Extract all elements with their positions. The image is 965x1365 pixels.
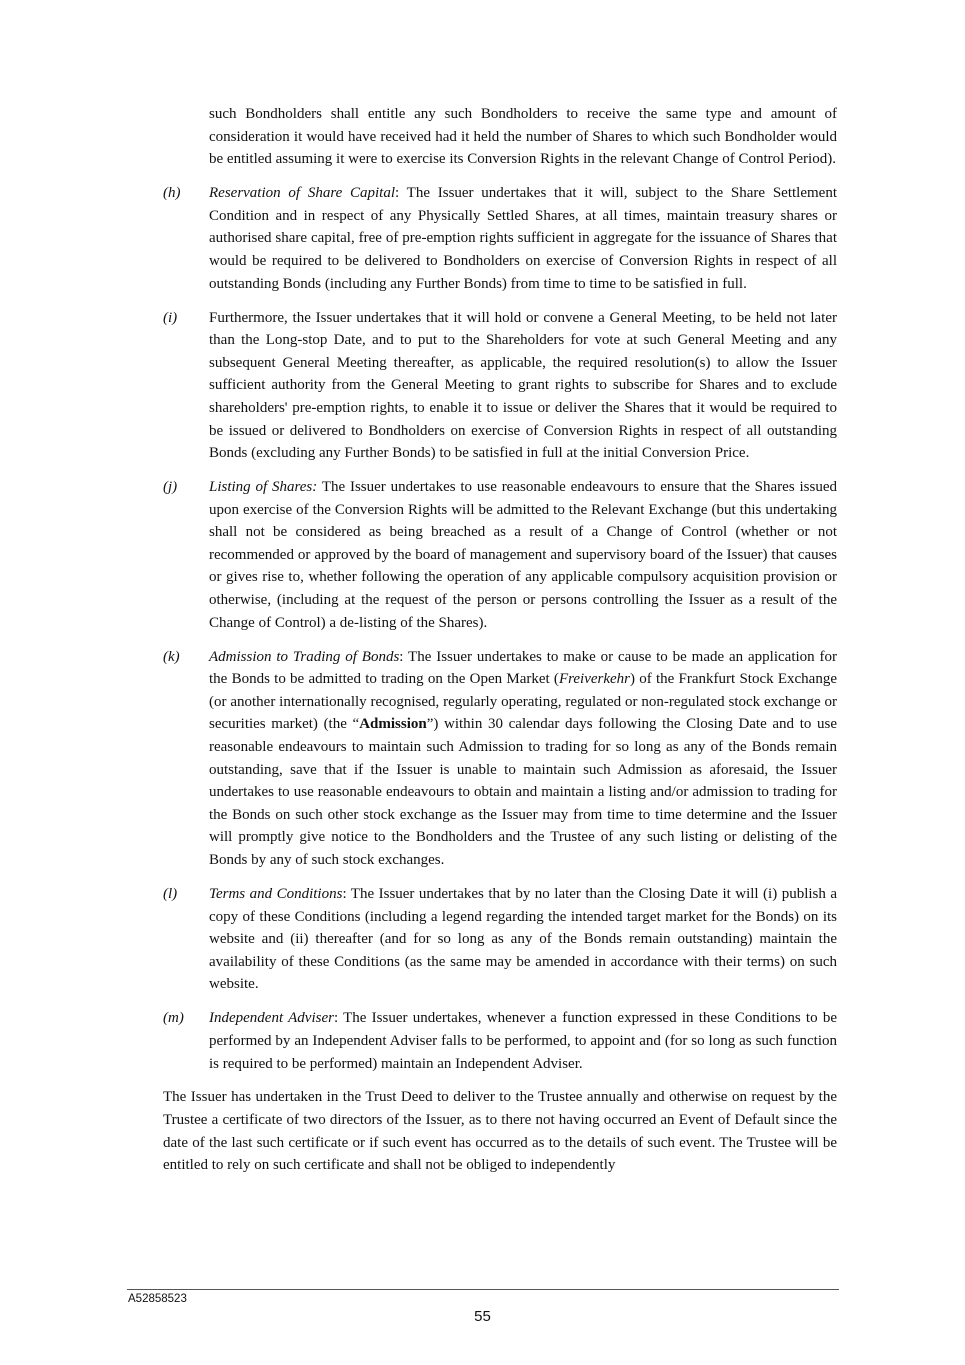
document-reference: A52858523: [128, 1293, 187, 1305]
clause-label: (j): [163, 479, 178, 496]
clause-text: ) of the Frankfurt Stock Exchange (or another internationally recognised, regularly operating, regulated or non-regulated stock exchange or securities market) (the “: [209, 671, 837, 733]
clause-label: (h): [163, 185, 181, 202]
clause-title: Terms and Conditions: [209, 885, 343, 902]
clause-text: ”) within 30 calendar days following the Closing Date and to use reasonable endeavours to maintain such Admission to trading for so long as any of the Bonds remain outstanding, save that if the Issuer is unable to maintain such Admission as aforesaid, the Issuer undertakes to use reasonable endeavours to obtain and maintain a listing and/or admission to trading for the Bonds on such other stock exchange as the Issuer may from time to time determine and the Issuer will promptly give notice to the Bondholders and the Trustee of any such listing or delisting of the Bonds by any of such stock exchanges.: [209, 716, 837, 868]
clause-text: The Issuer undertakes to use reasonable endeavours to ensure that the Shares issued upon exercise of the Conversion Rights will be admitted to the Relevant Exchange (but this undertaking shall not be considered as being breached as a result of a Change of Control (whether or not recommended or approved by the board of management and supervisory board of the Issuer) that causes or gives rise to, whether following the operation of any applicable compulsory acquisition provision or otherwise, (including at the request of the person or persons controlling the Issuer as a result of the Change of Control) a de-listing of the Shares).: [209, 479, 837, 631]
clause-m: [163, 1007, 837, 1075]
clause-h: [163, 182, 837, 295]
footer-divider: [127, 1289, 839, 1290]
intro-paragraph: such Bondholders shall entitle any such Bondholders to receive the same type and amount of consideration it would have received had it held the number of Shares to which such Bondholder would be entitled assuming it were to exercise its Conversion Rights in the relevant Change of Control Period).: [209, 106, 837, 168]
clause-l: [163, 883, 837, 996]
clause-title: Admission to Trading of Bonds: [209, 648, 400, 665]
clause-text: Furthermore, the Issuer undertakes that it will hold or convene a General Meeting, to be held not later than the Long-stop Date, and to put to the Shareholders for vote at such General Meeting and any subsequent General Meeting thereafter, as applicable, the required resolution(s) to allow the Issuer sufficient authority from the General Meeting to grant rights to subscribe for Shares and to exclude shareholders' pre-emption rights, to enable it to issue or deliver the Shares that it would be required to be issued or delivered to Bondholders on exercise of Conversion Rights in respect of all outstanding Bonds (excluding any Further Bonds) to be satisfied in full at the initial Conversion Price.: [209, 309, 837, 462]
clause-text: : The Issuer undertakes to make or cause to be made an application for the Bonds to be admitted to trading on the Open Market (: [209, 648, 838, 688]
clause-text: : The Issuer undertakes that by no later than the Closing Date it will (i) publish a copy of these Conditions (including a legend regarding the intended target market for the Bonds) on its website and (ii) thereafter (and for so long as any of the Bonds remain outstanding) maintain the availability of these Conditions (as the same may be amended in accordance with their terms) on such website.: [209, 885, 838, 993]
clause-k: [163, 646, 837, 872]
defined-term: Admission: [359, 716, 427, 733]
clause-j: [163, 476, 837, 634]
clause-text: : The Issuer undertakes that it will, subject to the Share Settlement Condition and in respect of any Physically Settled Shares, at all times, maintain treasury shares or authorised share capital, free of pre-emption rights sufficient in aggregate for the issuance of Shares that would be required to be delivered to Bondholders on exercise of Conversion Rights in respect of all outstanding Bonds (including any Further Bonds) from time to time to be satisfied in full.: [209, 185, 837, 292]
page-number: 55: [474, 1308, 491, 1325]
clause-i: [163, 307, 837, 465]
document-body: [163, 103, 837, 1188]
clause-label: (k): [163, 648, 180, 665]
clause-text: : The Issuer undertakes, whenever a function expressed in these Conditions to be performed by an Independent Adviser falls to be performed, to appoint and (for so long as such function is required to be performed) maintain an Independent Adviser.: [209, 1010, 838, 1072]
clause-title: Listing of Shares:: [209, 479, 318, 496]
closing-paragraph: The Issuer has undertaken in the Trust Deed to deliver to the Trustee annually and otherwise on request by the Trustee a certificate of two directors of the Issuer, as to there not having occurred an Event of Default since the date of the last such certificate or if such event has occurred as to the details of such event. The Trustee will be entitled to rely on such certificate and shall not be obliged to independently: [163, 1089, 837, 1174]
clause-title: Independent Adviser: [209, 1010, 334, 1027]
clause-label: (m): [163, 1010, 184, 1027]
clause-label: (l): [163, 885, 178, 902]
clause-label: (i): [163, 309, 178, 326]
clause-title: Reservation of Share Capital: [209, 185, 396, 202]
clause-text-italic: Freiverkehr: [558, 671, 631, 688]
